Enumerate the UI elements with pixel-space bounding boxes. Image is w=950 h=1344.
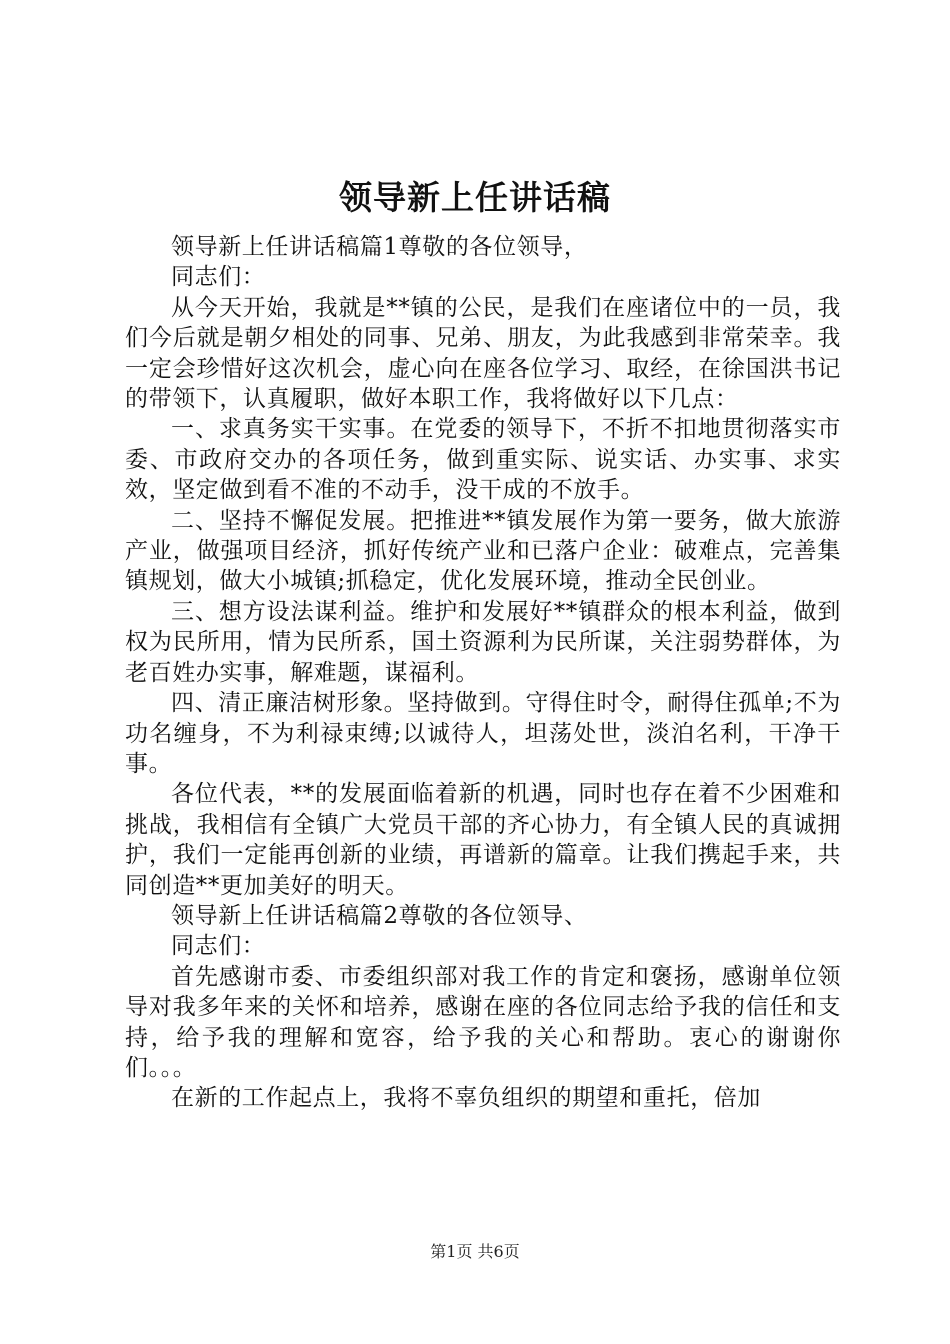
page-number-footer: 第1页 共6页 [430, 1242, 520, 1261]
paragraph: 从今天开始，我就是**镇的公民，是我们在座诸位中的一员，我们今后就是朝夕相处的同事、兄弟、朋友，为此我感到非常荣幸。我一定会珍惜好这次机会，虚心向在座各位学习、取经，在徐国洪书记的带领下，认真履职，做好本职工作，我将做好以下几点： [125, 294, 841, 413]
paragraph: 各位代表，**的发展面临着新的机遇，同时也存在着不少困难和挑战，我相信有全镇广大党员干部的齐心协力，有全镇人民的真诚拥护，我们一定能再创新的业绩，再谱新的篇章。让我们携起手来，共同创造**更加美好的明天。 [125, 781, 841, 899]
paragraph: 在新的工作起点上，我将不辜负组织的期望和重托，倍加 [171, 1085, 761, 1112]
document-title: 领导新上任讲话稿 [339, 178, 611, 217]
paragraph: 二、坚持不懈促发展。把推进**镇发展作为第一要务，做大旅游产业，做强项目经济，抓好传统产业和已落户企业：破难点，完善集镇规划，做大小城镇;抓稳定，优化发展环境，推动全民创业。 [125, 507, 841, 595]
paragraph: 同志们： [171, 264, 266, 291]
paragraph: 领导新上任讲话稿篇2尊敬的各位领导、 [171, 902, 588, 929]
paragraph: 一、求真务实干实事。在党委的领导下，不折不扣地贯彻落实市委、市政府交办的各项任务，做到重实际、说实话、办实事、求实效，坚定做到看不准的不动手，没干成的不放手。 [125, 416, 841, 504]
document-body [125, 232, 841, 1114]
paragraph: 首先感谢市委、市委组织部对我工作的肯定和褒扬，感谢单位领导对我多年来的关怀和培养，感谢在座的各位同志给予我的信任和支持，给予我的理解和宽容，给予我的关心和帮助。衷心的谢谢你们。。。 [125, 963, 841, 1081]
paragraph: 四、清正廉洁树形象。坚持做到。守得住时令，耐得住孤单;不为功名缠身，不为利禄束缚;以诚待人，坦荡处世，淡泊名利，干净干事。 [125, 690, 841, 777]
paragraph: 领导新上任讲话稿篇1尊敬的各位领导， [171, 234, 588, 260]
paragraph: 三、想方设法谋利益。维护和发展好**镇群众的根本利益，做到权为民所用，情为民所系，国土资源利为民所谋，关注弱势群体，为老百姓办实事，解难题，谋福利。 [125, 598, 841, 686]
paragraph: 同志们： [171, 933, 266, 960]
